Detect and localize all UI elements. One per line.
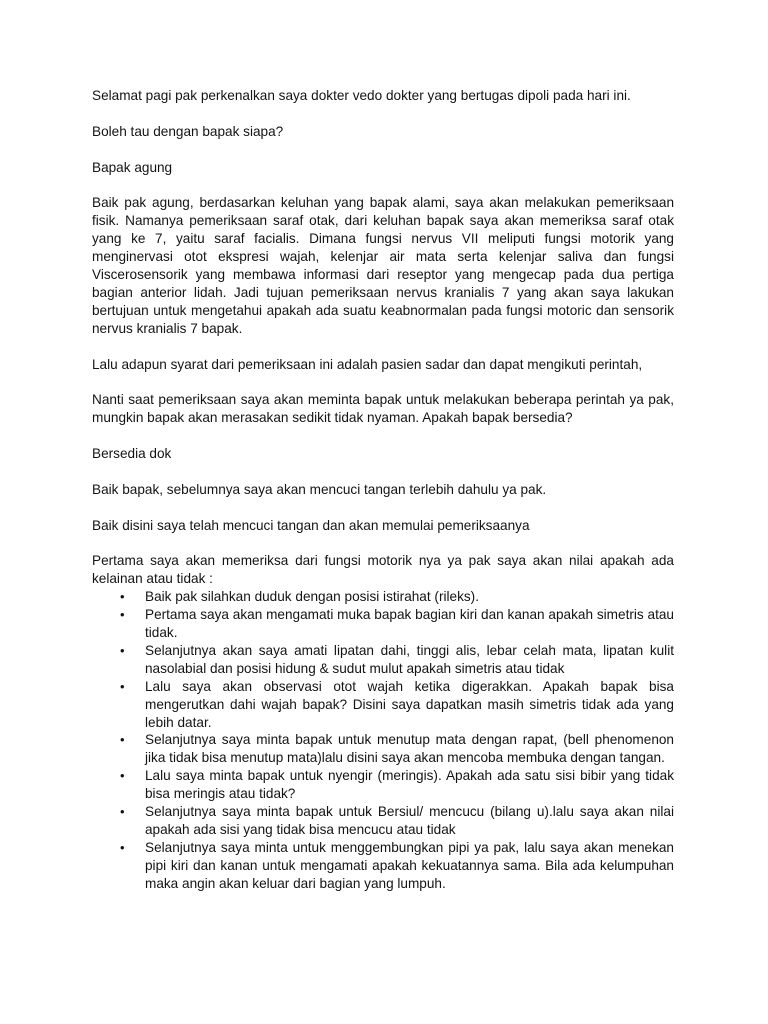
bullet-icon: • [120, 804, 125, 820]
list-item-text: Lalu saya akan observasi otot wajah ketika digerakkan. Apakah bapak bisa mengerutkan dahi wajah bapak? Disini saya dapatkan masih simetris tidak ada yang lebih datar. [145, 678, 674, 730]
consent-request-paragraph: Nanti saat pemeriksaan saya akan meminta bapak untuk melakukan beberapa perintah ya pak, mungkin bapak akan merasakan sedikit tidak nyaman. Apakah bapak bersedia? [92, 392, 674, 426]
list-item [92, 642, 674, 678]
question-paragraph: Boleh tau dengan bapak siapa? [92, 123, 284, 139]
list-item [92, 731, 674, 767]
explanation-paragraph: Baik pak agung, berdasarkan keluhan yang bapak alami, saya akan melakukan pemeriksaan fisik. Namanya pemeriksaan saraf otak, dari keluhan bapak saya akan memeriksa saraf otak yang ke 7, yaitu saraf facialis. Dimana fungsi nervus VII meliputi fungsi motorik yang menginervasi otot ekspresi wajah, kelenjar air mata serta kelenjar saliva dan fungsi Viscerosensorik yang membawa informasi dari reseptor yang mengecap pada dua pertiga bagian anterior lidah. Jadi tujuan pemeriksaan nervus kranialis 7 yang akan saya lakukan bertujuan untuk mengetahui apakah ada suatu keabnormalan pada fungsi motoric dan sensorik nervus kranialis 7 bapak. [92, 195, 674, 336]
list-item-text: Baik pak silahkan duduk dengan posisi istirahat (rileks). [145, 589, 479, 605]
answer-paragraph: Bapak agung [92, 159, 173, 175]
list-item [92, 767, 674, 803]
list-item-text: Pertama saya akan mengamati muka bapak bagian kiri dan kanan apakah simetris atau tidak. [145, 607, 674, 641]
list-item [92, 606, 674, 642]
list-item [92, 803, 674, 839]
consent-answer-paragraph: Bersedia dok [92, 446, 172, 462]
greeting-paragraph: Selamat pagi pak perkenalkan saya dokter vedo dokter yang bertugas dipoli pada hari ini. [92, 88, 631, 103]
list-item [92, 588, 674, 606]
list-item-text: Selanjutnya saya minta bapak untuk Bersiul/ mencucu (bilang u).lalu saya akan nilai apakah ada sisi yang tidak bisa mencucu atau tidak [145, 804, 674, 838]
bullet-icon: • [120, 768, 125, 784]
exam-steps-list [92, 588, 674, 892]
list-item-text: Lalu saya minta bapak untuk nyengir (meringis). Apakah ada satu sisi bibir yang tidak bisa meringis atau tidak? [145, 768, 674, 802]
motor-function-intro-paragraph: Pertama saya akan memeriksa dari fungsi motorik nya ya pak saya akan nilai apakah ada kelainan atau tidak : [92, 553, 674, 587]
list-item-text: Selanjutnya saya minta untuk menggembungkan pipi ya pak, lalu saya akan menekan pipi kiri dan kanan untuk mengamati apakah kekuatannya sama. Bila ada kelumpuhan maka angin akan keluar dari bagian yang lumpuh. [145, 839, 674, 891]
start-exam-paragraph: Baik disini saya telah mencuci tangan dan akan memulai pemeriksaanya [92, 517, 530, 533]
list-item-text: Selanjutnya akan saya amati lipatan dahi, tinggi alis, lebar celah mata, lipatan kulit nasolabial dan posisi hidung & sudut mulut apakah simetris atau tidak [145, 642, 674, 676]
list-item [92, 839, 674, 893]
list-item [92, 678, 674, 732]
list-item-text: Selanjutnya saya minta bapak untuk menutup mata dengan rapat, (bell phenomenon jika tidak bisa menutup mata)lalu disini saya akan mencoba membuka dengan tangan. [145, 732, 674, 766]
bullet-icon: • [120, 642, 125, 658]
requirement-paragraph: Lalu adapun syarat dari pemeriksaan ini adalah pasien sadar dan dapat mengikuti perintah, [92, 356, 643, 372]
bullet-icon: • [120, 678, 125, 694]
bullet-icon: • [120, 589, 125, 605]
bullet-icon: • [120, 732, 125, 748]
bullet-icon: • [120, 607, 125, 623]
bullet-icon: • [120, 839, 125, 855]
handwash-paragraph: Baik bapak, sebelumnya saya akan mencuci tangan terlebih dahulu ya pak. [92, 481, 547, 497]
